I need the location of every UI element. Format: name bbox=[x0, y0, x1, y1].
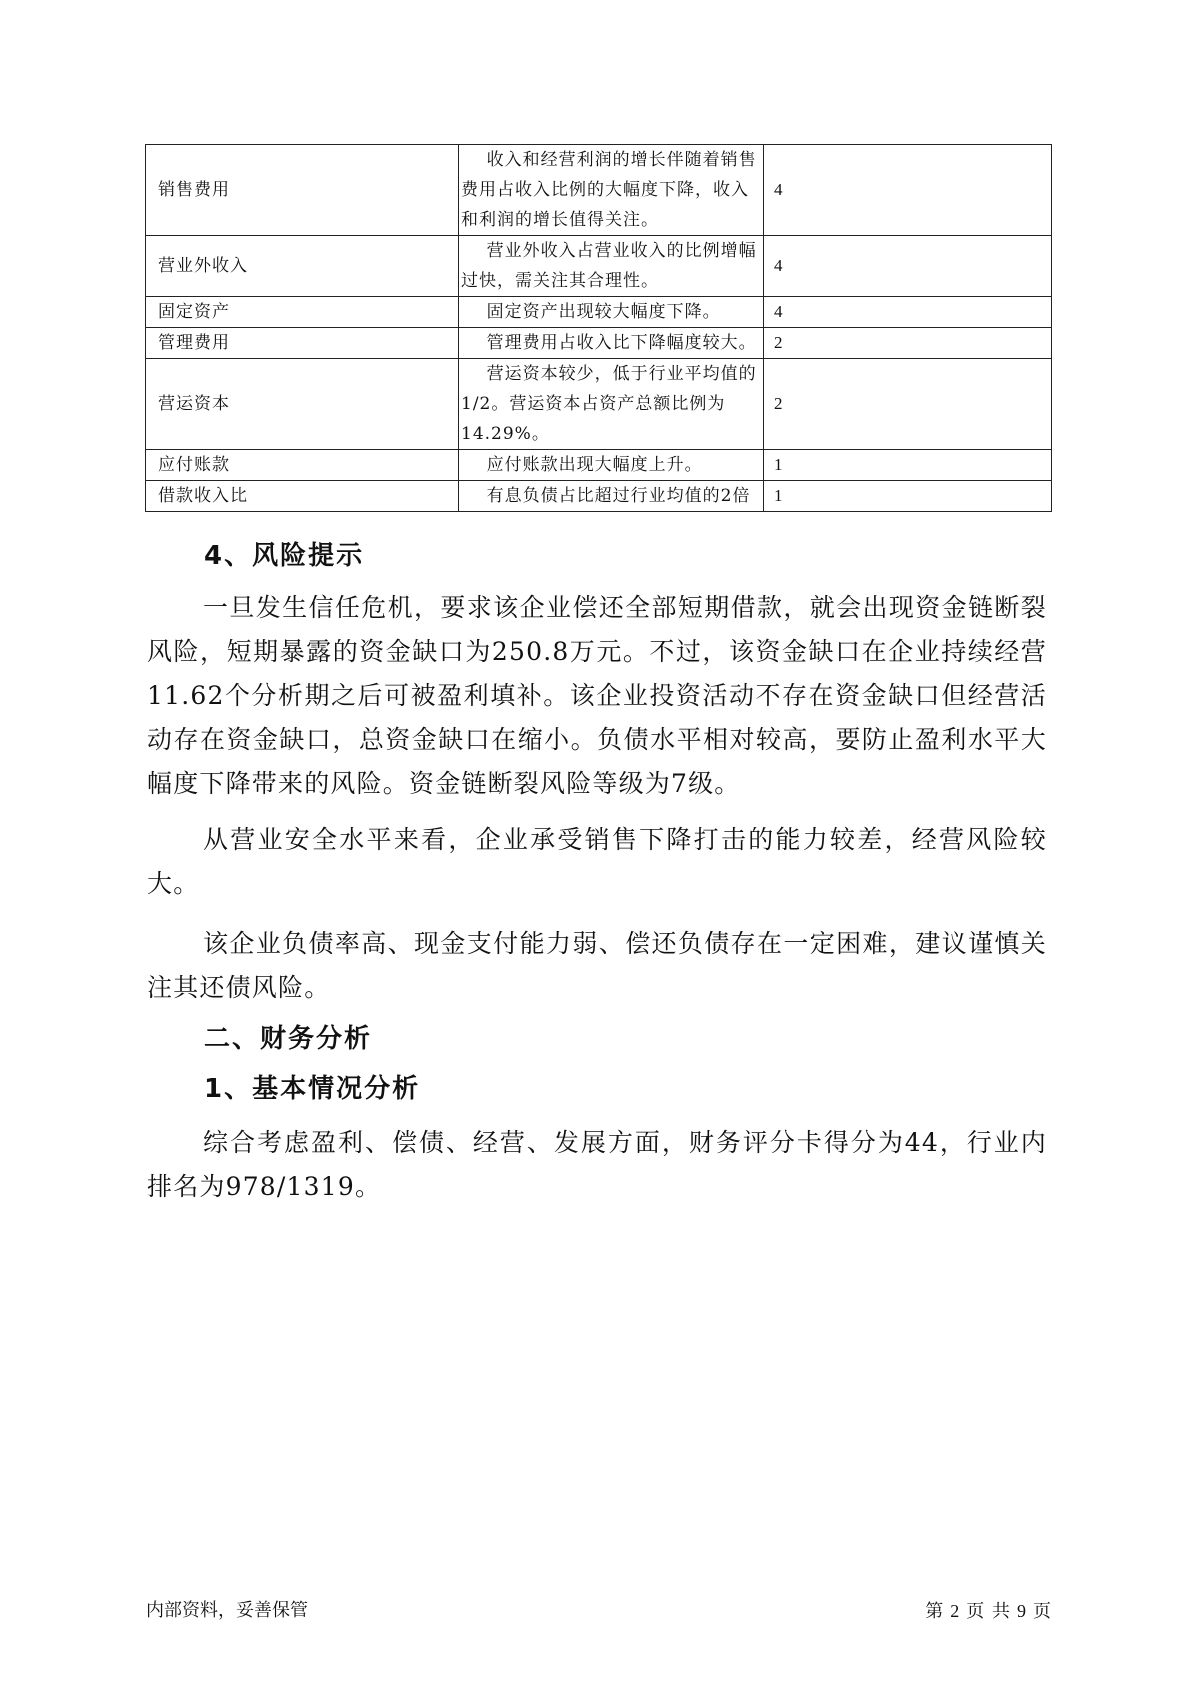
section-heading-financial-analysis: 二、财务分析 bbox=[204, 1024, 373, 1054]
table-row bbox=[146, 481, 1052, 512]
sub-heading-basic-analysis: 1、基本情况分析 bbox=[204, 1074, 421, 1104]
page-mid: 页 共 bbox=[966, 1601, 1011, 1622]
indicator-description-cell: 收入和经营利润的增长伴随着销售费用占收入比例的大幅度下降，收入和利润的增长值得关注。 bbox=[459, 145, 764, 236]
page-total: 9 bbox=[1017, 1601, 1027, 1621]
section-heading-risk: 4、风险提示 bbox=[204, 541, 365, 571]
footer-page-number bbox=[925, 1597, 1052, 1623]
indicator-name-cell: 营运资本 bbox=[146, 359, 459, 450]
indicator-description-cell: 管理费用占收入比下降幅度较大。 bbox=[459, 328, 764, 359]
paragraph-debt-risk: 该企业负债率高、现金支付能力弱、偿还负债存在一定困难，建议谨慎关注其还债风险。 bbox=[147, 929, 1047, 1002]
page-prefix: 第 bbox=[925, 1601, 945, 1622]
paragraph-scorecard: 综合考虑盈利、偿债、经营、发展方面，财务评分卡得分为44，行业内排名为978/1319。 bbox=[147, 1128, 1047, 1201]
paragraph-funding-gap: 一旦发生信任危机，要求该企业偿还全部短期借款，就会出现资金链断裂风险，短期暴露的资金缺口为250.8万元。不过，该资金缺口在企业持续经营 11.62个分析期之后可被盈利填补。该企业投资活动不存在资金缺口但经营活动存在资金缺口，总资金缺口在缩小。负债水平相对较高，要防止盈利水平大幅度下降带来的风险。资金链断裂风险等级为7级。 bbox=[147, 593, 1047, 798]
table-row bbox=[146, 328, 1052, 359]
table-row bbox=[146, 297, 1052, 328]
page-current: 2 bbox=[950, 1601, 961, 1621]
indicator-description-cell: 营运资本较少，低于行业平均值的1/2。营运资本占资产总额比例为14.29%。 bbox=[459, 359, 764, 450]
indicator-score-cell: 4 bbox=[764, 145, 1052, 236]
indicator-name-cell: 营业外收入 bbox=[146, 236, 459, 297]
page-suffix: 页 bbox=[1033, 1601, 1052, 1622]
indicator-description-cell: 营业外收入占营业收入的比例增幅过快，需关注其合理性。 bbox=[459, 236, 764, 297]
indicator-name-cell: 借款收入比 bbox=[146, 481, 459, 512]
indicator-description-cell: 有息负债占比超过行业均值的2倍 bbox=[459, 481, 764, 512]
indicator-score-cell: 4 bbox=[764, 236, 1052, 297]
footer-confidential-note: 内部资料，妥善保管 bbox=[146, 1600, 308, 1621]
indicator-score-cell: 2 bbox=[764, 359, 1052, 450]
indicator-name-cell: 销售费用 bbox=[146, 145, 459, 236]
indicator-score-cell: 1 bbox=[764, 481, 1052, 512]
indicator-score-cell: 4 bbox=[764, 297, 1052, 328]
indicator-description-cell: 应付账款出现大幅度上升。 bbox=[459, 450, 764, 481]
indicator-description-cell: 固定资产出现较大幅度下降。 bbox=[459, 297, 764, 328]
indicator-score-cell: 1 bbox=[764, 450, 1052, 481]
table-row bbox=[146, 450, 1052, 481]
indicator-score-cell: 2 bbox=[764, 328, 1052, 359]
table-row bbox=[146, 145, 1052, 236]
indicator-name-cell: 固定资产 bbox=[146, 297, 459, 328]
paragraph-operating-safety: 从营业安全水平来看，企业承受销售下降打击的能力较差，经营风险较大。 bbox=[147, 825, 1047, 898]
table-row bbox=[146, 359, 1052, 450]
indicator-name-cell: 管理费用 bbox=[146, 328, 459, 359]
indicator-name-cell: 应付账款 bbox=[146, 450, 459, 481]
table-row bbox=[146, 236, 1052, 297]
risk-indicator-table bbox=[145, 144, 1052, 512]
